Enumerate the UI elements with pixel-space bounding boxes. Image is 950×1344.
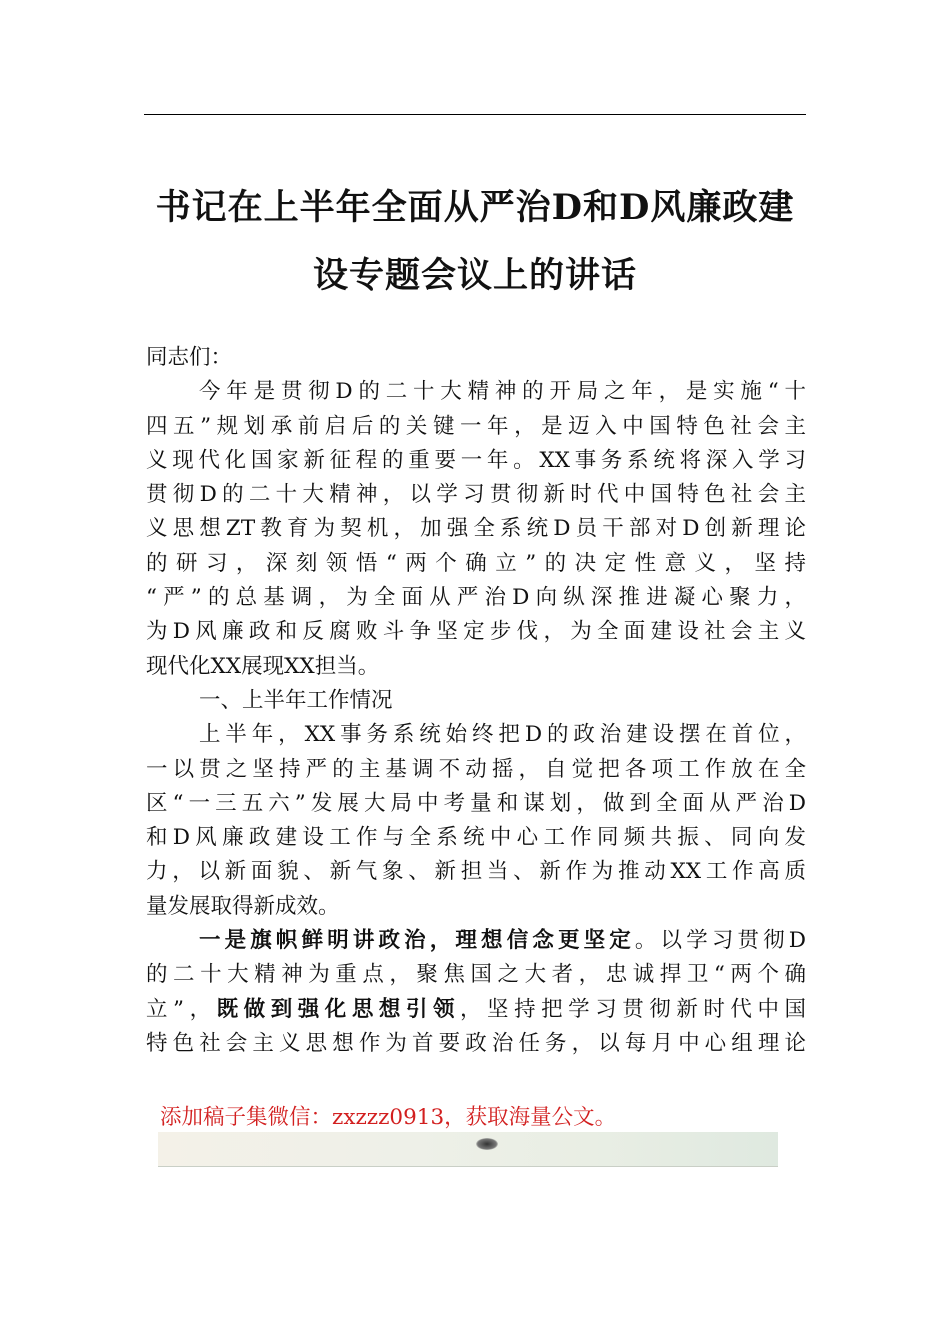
doc-body [146, 341, 806, 1061]
paragraph-2-line: 区“一三五六”发展大局中考量和谋划，做到全面从严治D [146, 790, 806, 816]
paragraph-1-line: 贯彻D的二十大精神，以学习贯彻新时代中国特色社会主 [146, 482, 806, 508]
paragraph-3-line: 的二十大精神为重点，聚焦国之大者，忠诚捍卫“两个确 [146, 962, 806, 988]
paragraph-3-line [146, 924, 806, 958]
bold-lead: 一是旗帜鲜明讲政治，理想信念更坚定 [199, 928, 635, 954]
decorative-banner-image [158, 1132, 778, 1167]
text-span: 。以学习贯彻D [634, 928, 806, 954]
header-rule [144, 114, 806, 115]
ink-blot-decoration [476, 1138, 498, 1150]
paragraph-1-line: 的研习，深刻领悟“两个确立”的决定性意义，坚持 [146, 550, 806, 576]
doc-title-line-2: 设专题会议上的讲话 [312, 255, 637, 296]
promo-text: 添加稿子集微信：zxzzz0913，获取海量公文。 [160, 1105, 617, 1130]
paragraph-1-line: 为D风廉政和反腐败斗争坚定步伐，为全面建设社会主义 [146, 619, 806, 645]
paragraph-3-line [146, 993, 806, 1027]
salutation: 同志们： [146, 345, 233, 370]
paragraph-2-line: 力，以新面貌、新气象、新担当、新作为推动XX工作高质 [146, 859, 806, 885]
paragraph-1-line: 义现代化国家新征程的重要一年。XX事务系统将深入学习 [146, 447, 806, 473]
paragraph-2-line: 上半年，XX事务系统始终把D的政治建设摆在首位， [199, 722, 806, 748]
paragraph-3-line: 特色社会主义思想作为首要政治任务，以每月中心组理论 [146, 1030, 806, 1056]
paragraph-2-line: 量发展取得新成效。 [146, 893, 340, 919]
paragraph-1-line: 今年是贯彻D的二十大精神的开局之年，是实施“十 [199, 379, 806, 405]
paragraph-1-line: 义思想ZT教育为契机，加强全系统D员干部对D创新理论 [146, 516, 806, 542]
paragraph-1-line: “严”的总基调，为全面从严治D向纵深推进凝心聚力， [146, 585, 806, 611]
text-span: 立”， [146, 996, 217, 1022]
paragraph-2-line: 和D风廉政建设工作与全系统中心工作同频共振、同向发 [146, 825, 806, 851]
paragraph-1-line: 现代化XX展现XX担当。 [146, 653, 380, 679]
paragraph-1-line: 四五”规划承前启后的关键一年，是迈入中国特色社会主 [146, 413, 806, 439]
paragraph-2-line: 一以贯之坚持严的主基调不动摇，自觉把各项工作放在全 [146, 756, 806, 782]
section-heading-1: 一、上半年工作情况 [199, 687, 393, 713]
bold-phrase: 既做到强化思想引领 [216, 996, 460, 1022]
text-span: ，坚持把学习贯彻新时代中国 [460, 996, 806, 1022]
doc-title-line-1: 书记在上半年全面从严治D和D风廉政建 [155, 187, 795, 228]
